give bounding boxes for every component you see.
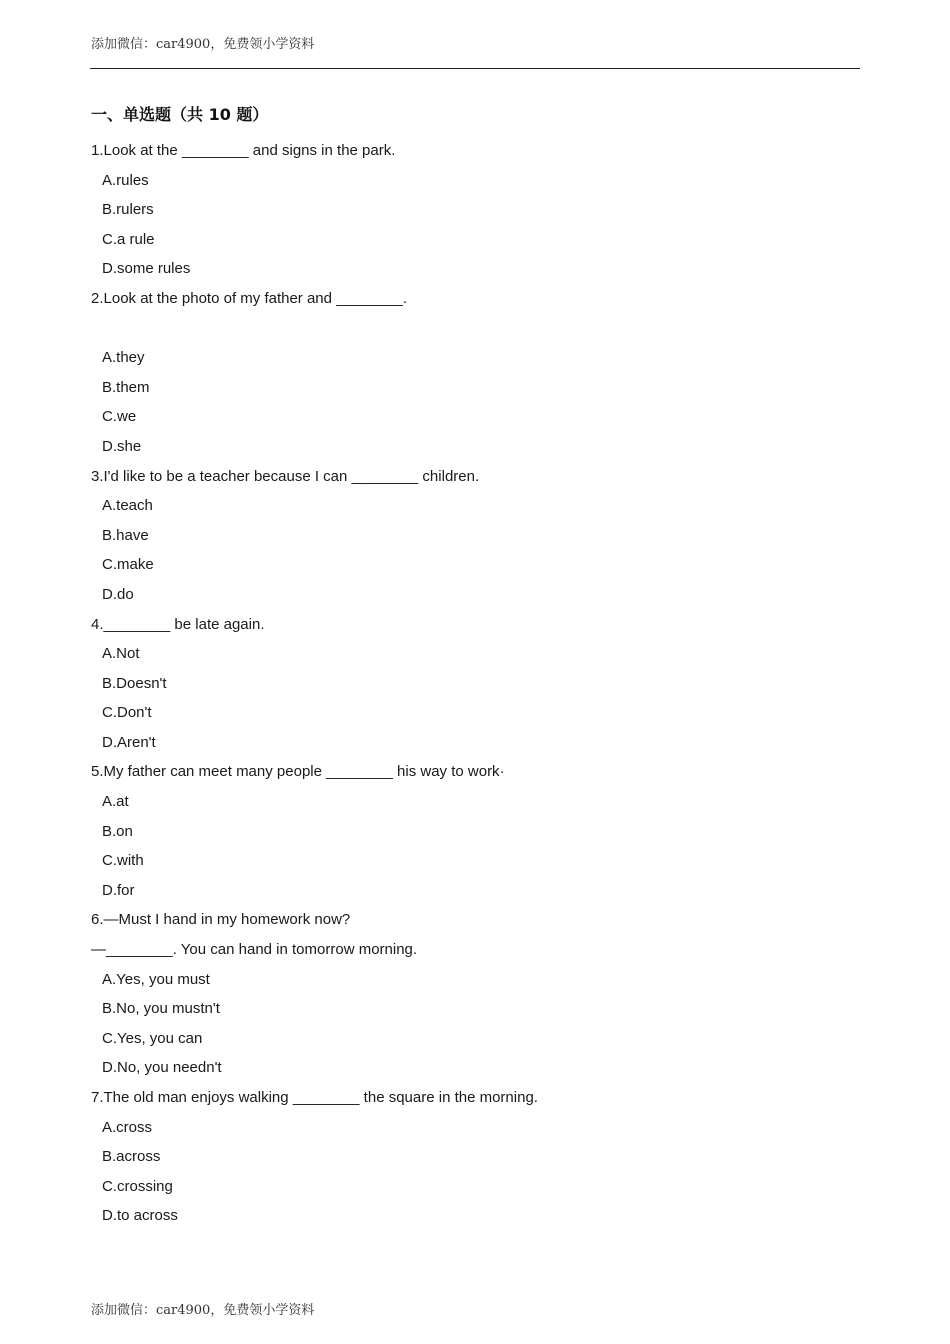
question-2-option-d: D.she bbox=[102, 437, 142, 455]
question-1-option-a: A.rules bbox=[102, 171, 149, 189]
question-3-option-a: A.teach bbox=[102, 497, 153, 515]
question-3-stem: 3.I'd like to be a teacher because I can ________ children. bbox=[91, 467, 480, 485]
question-4-option-b: B.Doesn't bbox=[102, 674, 167, 692]
question-4-option-a: A.Not bbox=[102, 645, 140, 663]
question-5-option-a: A.at bbox=[102, 793, 129, 811]
question-3-option-b: B.have bbox=[102, 526, 149, 544]
question-5-option-b: B.on bbox=[102, 822, 133, 840]
question-7-stem: 7.The old man enjoys walking ________ the square in the morning. bbox=[91, 1089, 538, 1106]
question-5-option-d: D.for bbox=[102, 881, 135, 899]
section-title: 一、单选题（共 10 题） bbox=[91, 105, 269, 124]
question-6-option-b: B.No, you mustn't bbox=[102, 1000, 220, 1018]
question-2-option-c: C.we bbox=[102, 408, 137, 426]
question-5-option-c: C.with bbox=[102, 852, 144, 870]
question-6-option-a: A.Yes, you must bbox=[102, 970, 210, 988]
header-watermark-note: 添加微信：car4900，免费领小学资料 bbox=[91, 37, 315, 52]
question-list bbox=[91, 141, 861, 1236]
question-3-option-c: C.make bbox=[102, 556, 154, 574]
question-7-option-d: D.to across bbox=[102, 1207, 178, 1225]
question-6-stem-reply: —________. You can hand in tomorrow morning. bbox=[91, 941, 418, 959]
header-divider bbox=[90, 68, 860, 69]
question-7-option-c: C.crossing bbox=[102, 1177, 173, 1195]
question-2-stem: 2.Look at the photo of my father and ________. bbox=[91, 289, 408, 307]
question-4-option-c: C.Don't bbox=[102, 704, 152, 722]
question-3-option-d: D.do bbox=[102, 585, 134, 603]
question-4-option-d: D.Aren't bbox=[102, 733, 156, 751]
question-6-option-d: D.No, you needn't bbox=[102, 1059, 222, 1077]
question-6-stem: 6.—Must I hand in my homework now? bbox=[91, 911, 351, 929]
question-1-stem: 1.Look at the ________ and signs in the park. bbox=[91, 142, 396, 159]
question-1-option-d: D.some rules bbox=[102, 260, 191, 278]
question-7-option-b: B.across bbox=[102, 1148, 161, 1166]
question-2-blank-space bbox=[91, 319, 861, 349]
question-2-option-b: B.them bbox=[102, 378, 150, 396]
question-4-stem: 4.________ be late again. bbox=[91, 615, 265, 633]
question-6-option-c: C.Yes, you can bbox=[102, 1029, 203, 1047]
question-7-option-a: A.cross bbox=[102, 1118, 153, 1136]
question-2-option-a: A.they bbox=[102, 349, 145, 367]
footer-watermark-note: 添加微信：car4900，免费领小学资料 bbox=[91, 1303, 315, 1318]
question-5-stem: 5.My father can meet many people ________ his way to work· bbox=[91, 763, 505, 781]
question-1-option-c: C.a rule bbox=[102, 230, 155, 248]
question-1-option-b: B.rulers bbox=[102, 201, 154, 219]
